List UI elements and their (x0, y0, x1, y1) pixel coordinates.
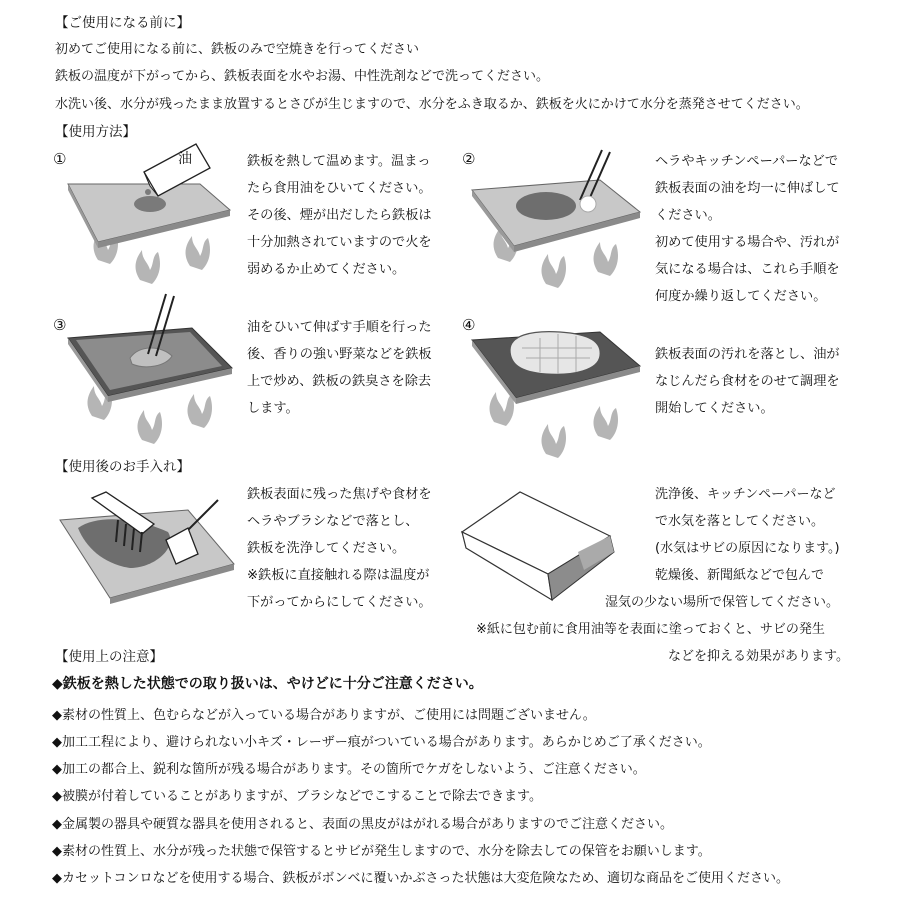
aftercare-storage-line-1: 洗浄後、キッチンペーパーなど (655, 487, 836, 502)
step-4-illustration (470, 318, 650, 458)
step-2-number: ② (462, 150, 476, 168)
how-to-use-heading: 【使用方法】 (55, 124, 136, 140)
caution-item: ◆素材の性質上、色むらなどが入っている場合がありますが、ご使用には問題ございません。 (52, 708, 596, 723)
before-use-line-3: 水洗い後、水分が残ったまま放置するとさびが生じますので、水分をふき取るか、鉄板を火にかけて水分を蒸発させてください。 (55, 97, 809, 112)
aftercare-cleaning-illustration (58, 484, 238, 604)
step-1-text: 鉄板を熱して温めます。温まっ たら食用油をひいてください。 その後、煙が出だしたら鉄板は 十分加熱されていますので火を 弱めるか止めてください。 (247, 154, 432, 277)
aftercare-storage-line-7: などを抑える効果があります。 (668, 649, 849, 664)
caution-item: ◆カセットコンロなどを使用する場合、鉄板がボンベに覆いかぶさった状態は大変危険なため、適切な商品をご使用ください。 (52, 871, 789, 886)
caution-item: ◆加工工程により、避けられない小キズ・レーザー痕がついている場合があります。あらかじめご了承ください。 (52, 735, 711, 750)
aftercare-heading: 【使用後のお手入れ】 (55, 459, 190, 475)
step-3-illustration (62, 292, 242, 442)
aftercare-storage-line-5: 湿気の少ない場所で保管してください。 (605, 595, 840, 610)
aftercare-storage-line-3: (水気はサビの原因になります。) (655, 541, 840, 556)
aftercare-cleaning-text: 鉄板表面に残った焦げや食材を ヘラやブラシなどで落とし、 鉄板を洗浄してください。 ※鉄板に直接触れる際は温度が 下がってからにしてください。 (247, 487, 432, 610)
aftercare-storage-line-4: 乾燥後、新聞紙などで包んで (655, 568, 825, 583)
step-2-illustration (470, 150, 650, 290)
before-use-heading: 【ご使用になる前に】 (55, 15, 190, 31)
aftercare-storage-line-6: ※紙に包む前に食用油等を表面に塗っておくと、サビの発生 (476, 622, 825, 637)
caution-item: ◆加工の都合上、鋭利な箇所が残る場合があります。その箇所でケガをしないよう、ご注意ください。 (52, 762, 646, 777)
cautions-heading: 【使用上の注意】 (55, 649, 163, 665)
aftercare-storage-line-2: で水気を落としてください。 (655, 514, 825, 529)
step-2-text: ヘラやキッチンペーパーなどで 鉄板表面の油を均一に伸ばして ください。 初めて使用する場合や、汚れが 気になる場合は、これら手順を 何度か繰り返してください。 (655, 154, 840, 304)
before-use-line-2: 鉄板の温度が下がってから、鉄板表面を水やお湯、中性洗剤などで洗ってください。 (55, 69, 550, 84)
step-1-illustration (60, 140, 240, 290)
newspaper-wrap-illustration (460, 492, 650, 604)
step-4-number: ④ (462, 316, 476, 334)
meat-icon (510, 332, 600, 375)
caution-item: ◆素材の性質上、水分が残った状態で保管するとサビが発生しますので、水分を除去しての保管をお願いします。 (52, 844, 711, 859)
caution-item: ◆被膜が付着していることがありますが、ブラシなどでこすることで除去できます。 (52, 789, 542, 804)
cautions-emphasis: ◆鉄板を熱した状態での取り扱いは、やけどに十分ご注意ください。 (52, 676, 483, 692)
step-3-text: 油をひいて伸ばす手順を行った 後、香りの強い野菜などを鉄板 上で炒め、鉄板の鉄臭さを除去 します。 (247, 320, 432, 416)
flame-icon (490, 392, 618, 458)
step-4-text: 鉄板表面の汚れを落とし、油が なじんだら食材をのせて調理を 開始してください。 (655, 347, 840, 416)
before-use-line-1: 初めてご使用になる前に、鉄板のみで空焼きを行ってください (55, 42, 420, 57)
step-1-number: ① (53, 150, 67, 168)
oil-label: 油 (178, 151, 192, 167)
step-3-number: ③ (53, 316, 67, 334)
caution-item: ◆金属製の器具や硬質な器具を使用されると、表面の黒皮がはがれる場合がありますのでご注意ください。 (52, 817, 673, 832)
